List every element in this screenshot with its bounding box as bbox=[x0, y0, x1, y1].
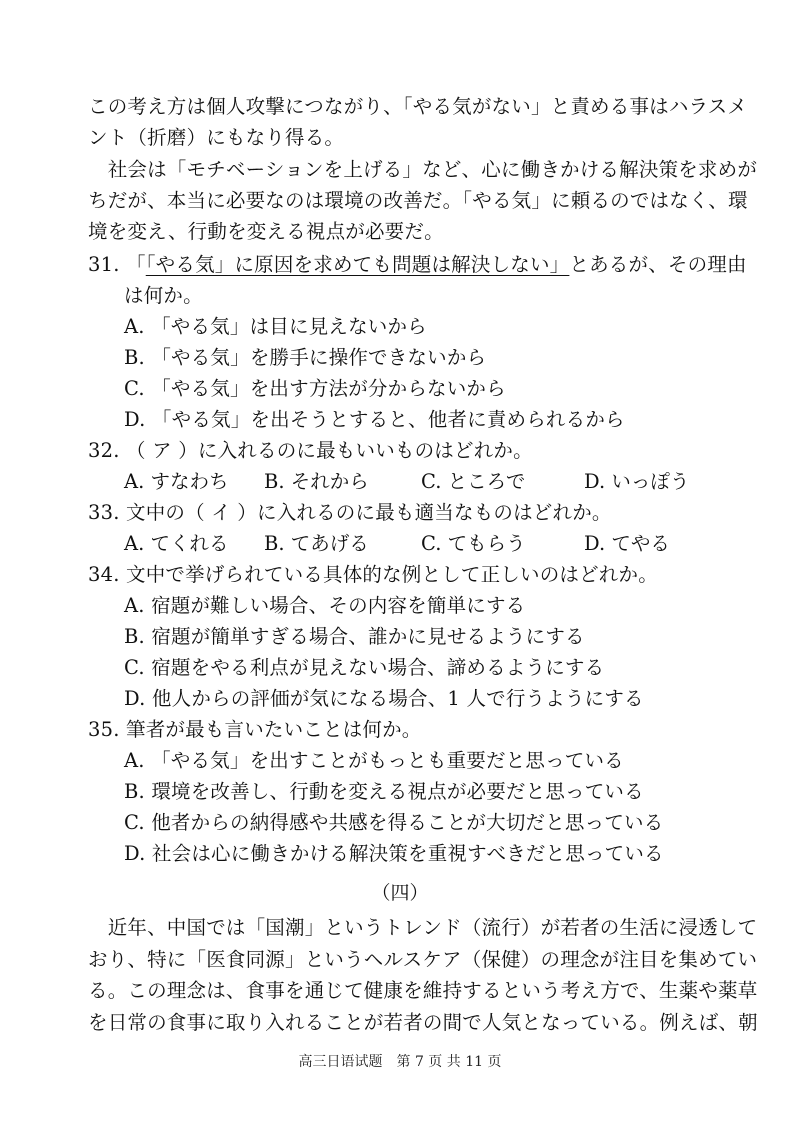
question-31-stem-rest: とあるが、その理由 bbox=[569, 253, 747, 276]
option-c: C. 「やる気」を出す方法が分からないから bbox=[124, 377, 506, 400]
option-d: D. 社会は心に働きかける解決策を重視すべきだと思っている bbox=[124, 842, 664, 865]
option-b: B. 「やる気」を勝手に操作できないから bbox=[124, 346, 487, 369]
passage-line: ント（折磨）にもなり得る。 bbox=[88, 126, 345, 149]
passage-line: おり、特に「医食同源」というヘルスケア（保健）の理念が注目を集めてい bbox=[88, 948, 758, 971]
question-31-stem-line2: は何か。 bbox=[124, 284, 203, 307]
passage-line: る。この理念は、食事を通じて健康を維持するという考え方で、生薬や薬草 bbox=[88, 979, 758, 1002]
question-33-stem: 33. 文中の（ イ ）に入れるのに最も適当なものはどれか。 bbox=[88, 501, 612, 524]
page-footer: 高三日语试题 第 7 页 共 11 页 bbox=[298, 1054, 502, 1070]
question-32-stem: 32. （ ア ）に入れるのに最もいいものはどれか。 bbox=[88, 439, 533, 462]
question-35-stem: 35. 筆者が最も言いたいことは何か。 bbox=[88, 718, 422, 741]
option-a: A. 「やる気」を出すことがもっとも重要だと思っている bbox=[124, 749, 624, 772]
option-b: B. 宿題が簡単すぎる場合、誰かに見せるようにする bbox=[124, 625, 585, 648]
underlined-phrase: 「やる気」に原因を求めても問題は解決しない」 bbox=[145, 253, 570, 276]
option-a: A. てくれる bbox=[124, 532, 229, 555]
passage-line: 境を変え、行動を変える視点が必要だ。 bbox=[88, 220, 444, 243]
option-d: D. 「やる気」を出そうとすると、他者に責められるから bbox=[124, 408, 625, 431]
question-31-stem bbox=[88, 249, 747, 280]
question-31-quote-open: 「 bbox=[126, 253, 146, 276]
option-b: B. それから bbox=[264, 470, 369, 493]
option-a: A. 「やる気」は目に見えないから bbox=[124, 315, 427, 338]
option-a: A. すなわち bbox=[124, 470, 229, 493]
option-d: D. 他人からの評価が気になる場合、1 人で行うようにする bbox=[124, 687, 644, 710]
option-d: D. いっぽう bbox=[584, 470, 690, 493]
section-heading: （四） bbox=[371, 882, 429, 904]
question-34-stem: 34. 文中で挙げられている具体的な例として正しいのはどれか。 bbox=[88, 563, 658, 586]
passage-line: 社会は「モチベーションを上げる」など、心に働きかける解決策を求めが bbox=[88, 158, 758, 181]
option-c: C. てもらう bbox=[421, 532, 526, 555]
passage-line: を日常の食事に取り入れることが若者の間で人気となっている。例えば、朝 bbox=[88, 1011, 758, 1034]
passage-line: ちだが、本当に必要なのは環境の改善だ。「やる気」に頼るのではなく、環 bbox=[88, 189, 748, 212]
passage-line: 近年、中国では「国潮」というトレンド（流行）が若者の生活に浸透して bbox=[88, 916, 758, 939]
option-c: C. 他者からの納得感や共感を得ることが大切だと思っている bbox=[124, 811, 664, 834]
passage-line: この考え方は個人攻撃につながり、「やる気がない」と責める事はハラスメ bbox=[88, 95, 748, 118]
option-a: A. 宿題が難しい場合、その内容を簡単にする bbox=[124, 594, 526, 617]
option-b: B. 環境を改善し、行動を変える視点が必要だと思っている bbox=[124, 780, 644, 803]
option-d: D. てやる bbox=[584, 532, 670, 555]
option-b: B. てあげる bbox=[264, 532, 369, 555]
question-number: 31. bbox=[88, 253, 120, 276]
option-c: C. 宿題をやる利点が見えない場合、諦めるようにする bbox=[124, 656, 605, 679]
option-c: C. ところで bbox=[421, 470, 526, 493]
